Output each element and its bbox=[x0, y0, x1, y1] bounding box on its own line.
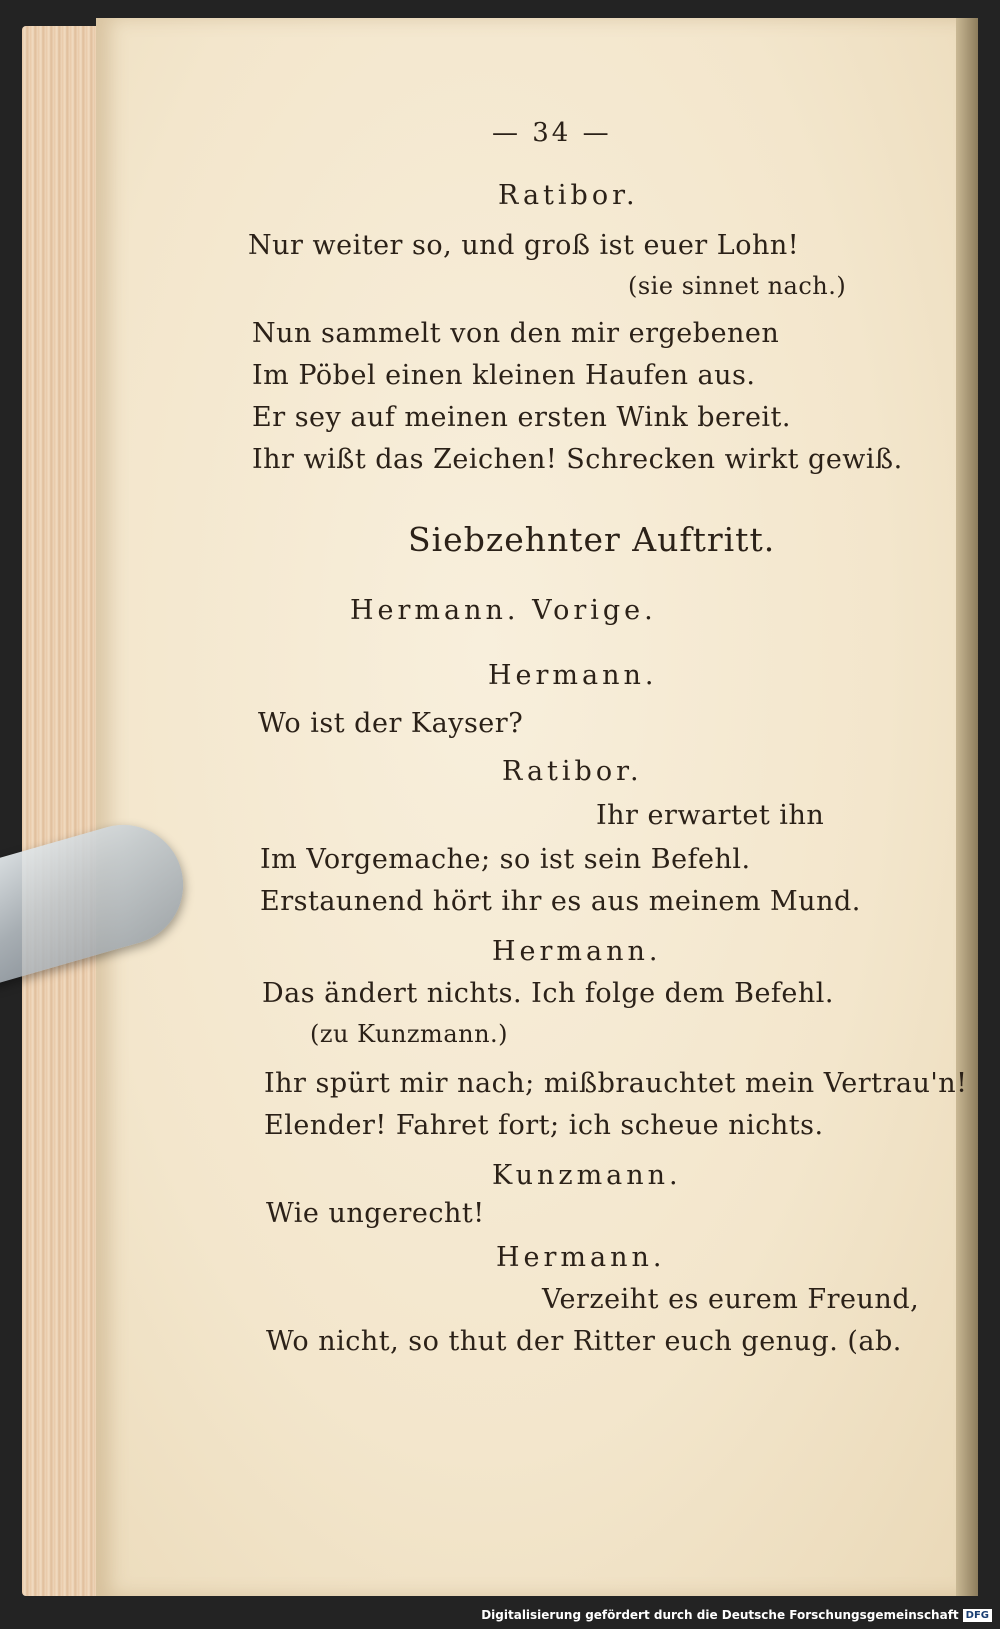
verse-line: Ihr spürt mir nach; mißbrauchtet mein Vertrau'n! bbox=[264, 1068, 968, 1099]
book-gutter bbox=[956, 18, 978, 1596]
footer-credit bbox=[481, 1605, 992, 1625]
speaker-hermann: Hermann. bbox=[492, 936, 662, 967]
verse-line: Elender! Fahret fort; ich scheue nichts. bbox=[264, 1110, 824, 1141]
speaker-hermann: Hermann. bbox=[488, 660, 658, 691]
page-number: — 34 — bbox=[492, 118, 612, 148]
dfg-logo-icon: DFG bbox=[963, 1609, 992, 1622]
verse-line: Nun sammelt von den mir ergebenen bbox=[252, 318, 780, 349]
scene-heading: Siebzehnter Auftritt. bbox=[408, 520, 776, 559]
stage-direction: (sie sinnet nach.) bbox=[628, 272, 847, 300]
speaker-ratibor: Ratibor. bbox=[502, 756, 643, 787]
verse-line: Wo ist der Kayser? bbox=[258, 708, 524, 739]
cast-list: Hermann. Vorige. bbox=[350, 595, 657, 626]
verse-line: Ihr wißt das Zeichen! Schrecken wirkt gewiß. bbox=[252, 444, 903, 475]
stage-direction: (zu Kunzmann.) bbox=[310, 1020, 509, 1048]
speaker-hermann: Hermann. bbox=[496, 1242, 666, 1273]
speaker-ratibor: Ratibor. bbox=[498, 180, 639, 211]
footer-credit-text: Digitalisierung gefördert durch die Deutsche Forschungsgemeinschaft bbox=[481, 1608, 959, 1622]
verse-line: Nur weiter so, und groß ist euer Lohn! bbox=[248, 230, 800, 261]
verse-line: Im Pöbel einen kleinen Haufen aus. bbox=[252, 360, 756, 391]
verse-line: Er sey auf meinen ersten Wink bereit. bbox=[252, 402, 791, 433]
speaker-kunzmann: Kunzmann. bbox=[492, 1160, 682, 1191]
verse-line: Das ändert nichts. Ich folge dem Befehl. bbox=[262, 978, 835, 1009]
verse-line: Verzeiht es eurem Freund, bbox=[542, 1284, 920, 1315]
verse-line: Wo nicht, so thut der Ritter euch genug. (ab. bbox=[266, 1326, 902, 1357]
verse-line: Im Vorgemache; so ist sein Befehl. bbox=[260, 844, 751, 875]
verse-line: Erstaunend hört ihr es aus meinem Mund. bbox=[260, 886, 861, 917]
verse-line: Ihr erwartet ihn bbox=[596, 800, 825, 831]
page-edges bbox=[22, 26, 104, 1596]
verse-line: Wie ungerecht! bbox=[266, 1198, 485, 1229]
